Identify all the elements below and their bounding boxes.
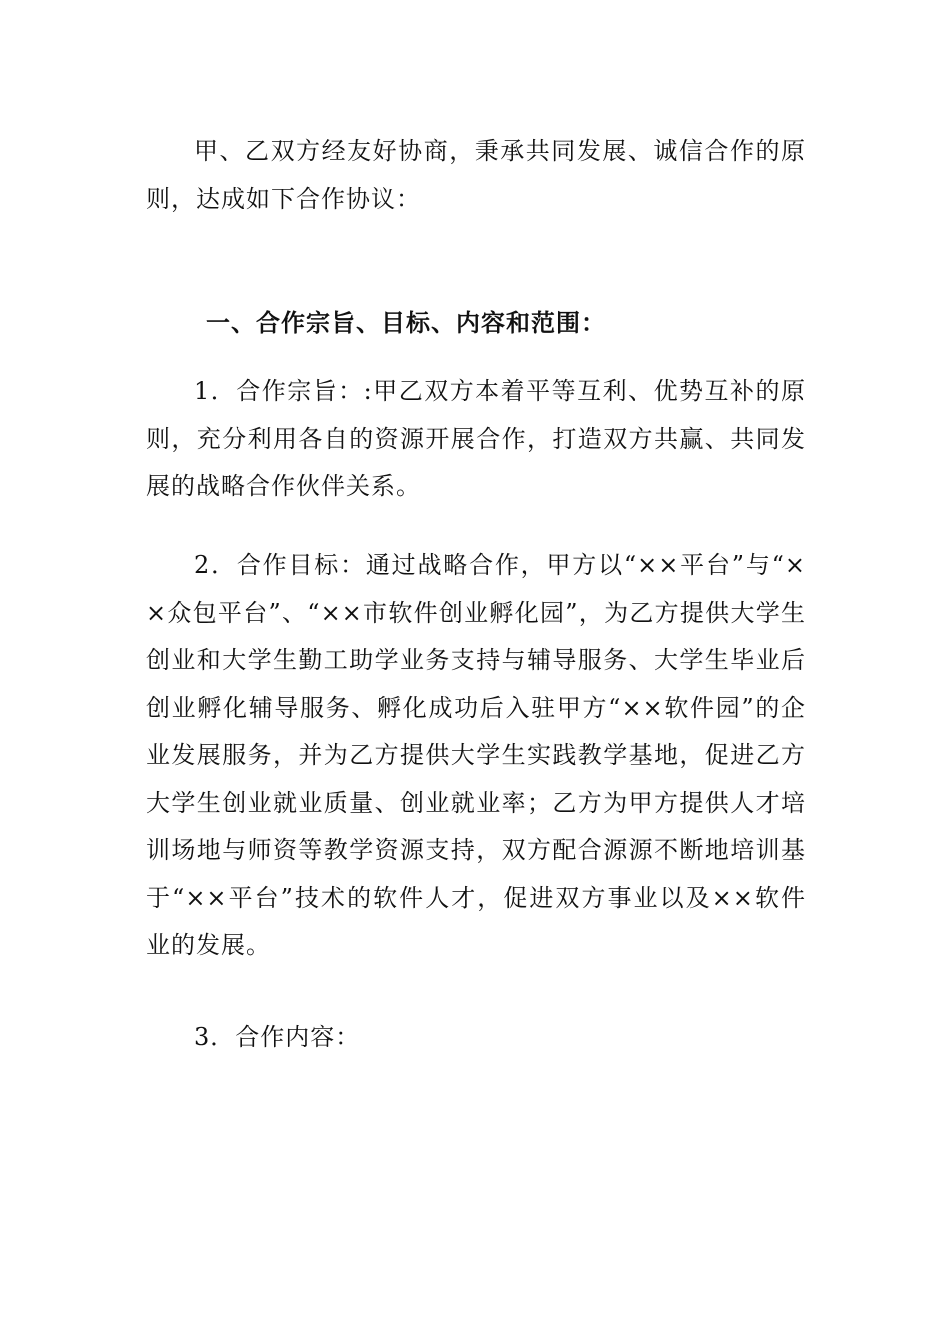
section-heading: 一、合作宗旨、目标、内容和范围：	[206, 309, 606, 337]
item-1-paragraph: 1．合作宗旨：:甲乙双方本着平等互利、优势互补的原则，充分利用各自的资源开展合作，打造双方共赢、共同发展的战略合作伙伴关系。	[146, 377, 806, 500]
item-2-paragraph: 2．合作目标：通过战略合作，甲方以“××平台”与“××众包平台”、“××市软件创业孵化园”，为乙方提供大学生创业和大学生勤工助学业务支持与辅导服务、大学生毕业后创业孵化辅导服务、孵化成功后入驻甲方“××软件园”的企业发展服务，并为乙方提供大学生实践教学基地，促进乙方大学生创业就业质量、创业就业率；乙方为甲方提供人才培训场地与师资等教学资源支持，双方配合源源不断地培训基于“××平台”技术的软件人才，促进双方事业以及××软件业的发展。	[146, 551, 806, 959]
item-3-paragraph: 3．合作内容：	[194, 1023, 361, 1051]
intro-paragraph: 甲、乙双方经友好协商，秉承共同发展、诚信合作的原则，达成如下合作协议：	[146, 137, 806, 213]
